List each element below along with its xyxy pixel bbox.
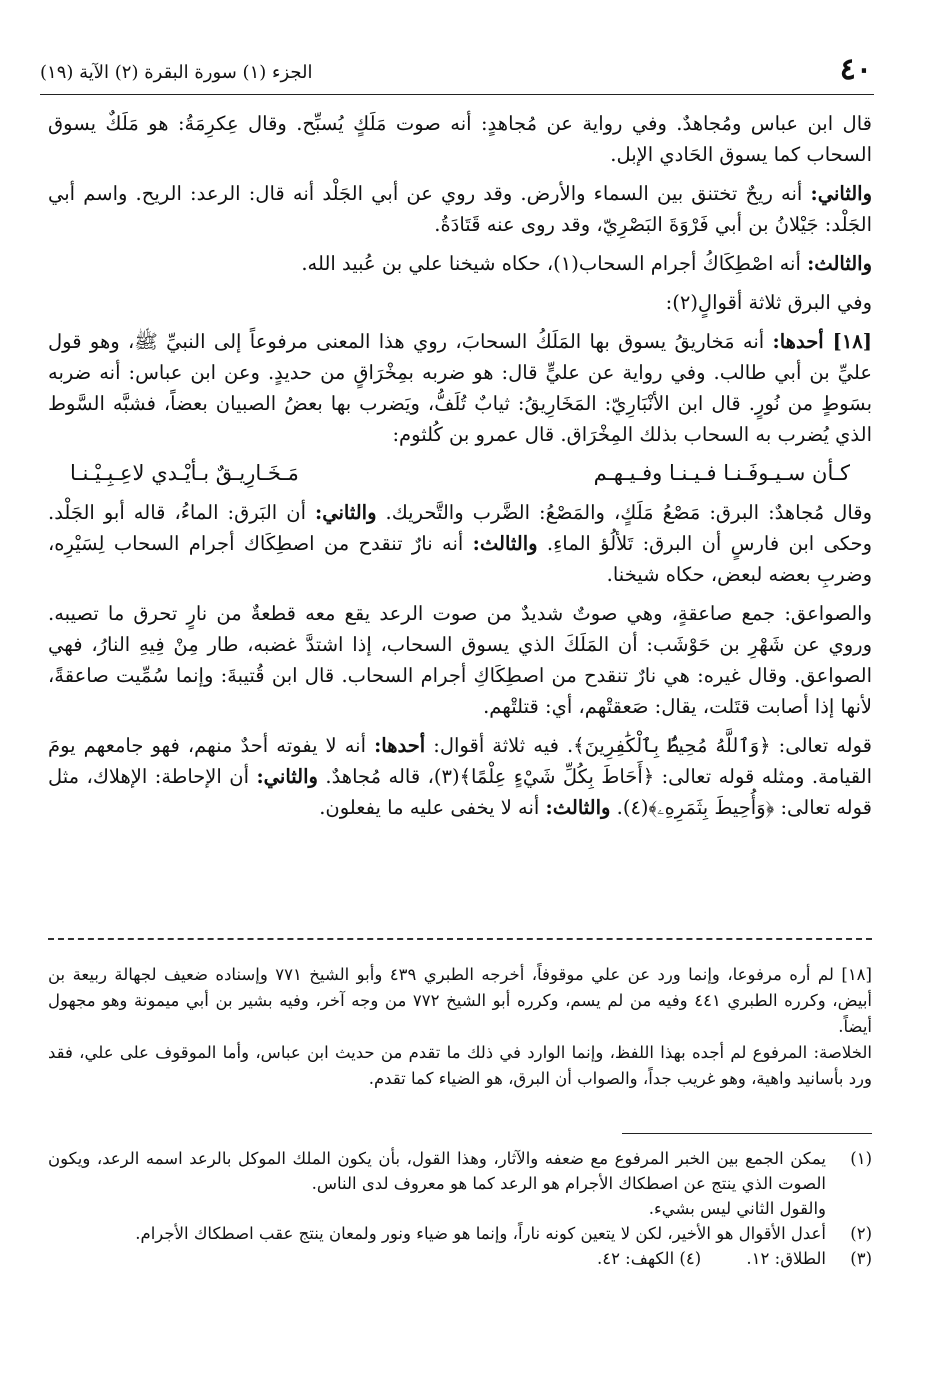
paragraph: وفي البرق ثلاثة أقوالٍ(٢): bbox=[665, 291, 872, 314]
verse-first-hemistich: كـأن سـيـوفَـنـا فـيـنـا وفـيـهـم bbox=[593, 461, 850, 485]
paragraph bbox=[48, 326, 872, 450]
footnote-number bbox=[826, 1196, 872, 1221]
hadith-takhrij bbox=[48, 962, 872, 1092]
takhrij-note: [١٨] لم أره مرفوعا، وإنما ورد عن علي موقوفاً، أخرجه الطبري ٤٣٩ وأبو الشيخ ٧٧١ وإسناده ضعيف لجهالة ربيعة بن أبيض، وكرره الطبري ٤٤١ وفيه من لم يسم، وكرره أبو الشيخ ٧٧٢ من وجه آخر، وفيه بشير بن أبي ميمونة وهو مجهول أيضاً. bbox=[48, 965, 872, 1036]
page-number: ٤٠ bbox=[839, 52, 872, 87]
section-divider bbox=[48, 938, 872, 940]
paragraph-text: أنه اصْطِكَاكُ أجرام السحاب(١)، حكاه شيخنا علي بن عُبيد الله. bbox=[301, 252, 801, 275]
paragraph-text: أنه نارٌ تنقدح من اصطِكَاك أجرام السحاب لِسَيْرِه، وضربِ بعضه لبعض، حكاه شيخنا. bbox=[48, 532, 872, 586]
paragraph bbox=[48, 497, 872, 590]
footnote-rule bbox=[622, 1133, 872, 1134]
footnote-text-group bbox=[48, 1246, 826, 1271]
footnote-text: الكهف: ٤٢. bbox=[596, 1249, 675, 1268]
footnotes bbox=[48, 1146, 872, 1271]
paragraph: والصواعق: جمع صاعقةٍ، وهي صوتٌ شديدٌ من صوت الرعد يقع معه قطعةٌ من نارٍ تحرق ما تصيبه. وروي عن شَهْرِ بن حَوْشَب: أن المَلَكَ الذي يسوق السحاب، إذا اشتدَّ غضبه، طار مِنْ فِيهِ النارُ، فهي الصواعق. وقال غيره: هي نارٌ تنقدح من اصطِكَاكِ أجرام السحاب. قال ابن قُتيبةَ: وإنما سُمِّيت صاعقةً، لأنها إذا أصابت قتَلت، يقال: صَعقتْهم، أي: قتلتْهم. bbox=[48, 602, 872, 718]
header-rule bbox=[40, 94, 874, 95]
paragraph-label: والثالث: bbox=[545, 796, 611, 819]
poetry-verse bbox=[48, 458, 872, 489]
footnote bbox=[48, 1146, 872, 1196]
footnote bbox=[48, 1246, 872, 1271]
paragraph-label: والثالث: bbox=[472, 532, 538, 555]
footnote-number: (٢) bbox=[850, 1224, 872, 1243]
takhrij-summary: الخلاصة: المرفوع لم أجده بهذا اللفظ، وإنما الوارد في ذلك ما تقدم من حديث ابن عباس، وأما الموقوف على علي، فقد ورد بأسانيد واهية، وهو غريب جداً، والصواب أن البرق، هو الضياء كما تقدم. bbox=[48, 1043, 872, 1088]
paragraph-label: والثالث: bbox=[807, 252, 872, 275]
paragraph-label: والثاني: bbox=[810, 182, 872, 205]
footnote-number: (٣) bbox=[850, 1249, 872, 1268]
paragraph-text: أن الإحاطة: الإهلاك، مثل قوله تعالى: ﴿وَأُحِيطَ بِثَمَرِهِۦ﴾(٤). bbox=[48, 765, 872, 819]
paragraph-text: أنه مَخاريقُ يسوق بها المَلَكُ السحابَ، روي هذا المعنى مرفوعاً إلى النبيِّ ﷺ، وهو قول عليِّ بن أبي طالب. وفي رواية عن عليٍّ قال: هو ضربه بمِخْرَاقٍ من حديدٍ. وعن ابن عباس: أنه ضربه بسَوطٍ من نُورٍ. قال ابن الأنْبَارِيّ: المَخَارِيقُ: ثيابٌ تُلَفُّ، ويَضرب بها بعضُ الصبيان بعضاً، فشبَّه السَّوط الذي يُضرب به السحاب بذلك المِخْرَاق. قال عمرو بن كُلثوم: bbox=[48, 330, 872, 446]
paragraph-label: أحدها: bbox=[374, 734, 426, 757]
paragraph bbox=[48, 730, 872, 823]
paragraph-text: أنه ريحٌ تختنق بين السماء والأرض. وقد روي عن أبي الجَلْد أنه قال: الرعد: الريح. واسم أبي الجَلْد: جَيْلانُ بن أبي فَرْوَةَ البَصْرِيّ، وقد روى عنه قَتَادَةُ. bbox=[48, 182, 872, 236]
paragraph-text: أن البَرق: الماءُ، قاله أبو الجَلْد. وحكى ابن فارسٍ أن البرق: تَلألُؤ الماءِ. bbox=[48, 501, 873, 555]
paragraph bbox=[48, 248, 872, 279]
paragraph-text: أنه لا يخفى عليه ما يفعلون. bbox=[319, 796, 540, 819]
verse-second-hemistich: مَـخَـارِيـقٌ بـأيْـدي لاعِـبِـيْـنـا bbox=[70, 461, 299, 485]
paragraph-text: قوله تعالى: ﴿وَٱللَّهُ مُحِيطٌۢ بِٱلْكَٰفِرِينَ﴾. فيه ثلاثة أقوال: bbox=[433, 734, 872, 757]
footnote-number: (١) bbox=[850, 1149, 872, 1168]
paragraph-label: والثاني: bbox=[315, 501, 377, 524]
footnote-text: يمكن الجمع بين الخبر المرفوع مع ضعفه والآثار، وهذا القول، بأن يكون الملك الموكل بالرعد اسمه الرعد، ويكون الصوت الذي ينتج عن اصطكاك الأجرام هو الرعد كما هو معروف لدى الناس. bbox=[48, 1149, 826, 1193]
paragraph bbox=[48, 178, 872, 240]
footnote-text: الطلاق: ١٢. bbox=[746, 1249, 826, 1268]
running-title: الجزء (١) سورة البقرة (٢) الآية (١٩) bbox=[40, 62, 313, 83]
page-header bbox=[40, 52, 872, 92]
paragraph-text: أنه لا يفوته أحدٌ منهم، فهو جامعهم يومَ القيامة. ومثله قوله تعالى: ﴿أَحَاطَ بِكُلِّ شَيْءٍ عِلْمًا﴾(٣)، قاله مُجاهدٌ. bbox=[48, 734, 873, 788]
footnote-text: أعدل الأقوال هو الأخير، لكن لا يتعين كونه ناراً، وإنما هو ضياء ونور ولمعان ينتج عقب اصطكاك الأجرام. bbox=[135, 1224, 826, 1243]
paragraph: قال ابن عباس ومُجاهدٌ. وفي رواية عن مُجاهدٍ: أنه صوت مَلَكٍ يُسبِّح. وقال عِكرِمَةُ: هو مَلَكٌ يسوق السحاب كما يسوق الحَادي الإبل. bbox=[48, 112, 872, 166]
main-text bbox=[48, 108, 872, 831]
footnote bbox=[48, 1196, 872, 1221]
paragraph-label: [١٨] أحدها: bbox=[772, 330, 872, 353]
footnote bbox=[48, 1221, 872, 1246]
footnote-number: (٤) bbox=[679, 1249, 702, 1268]
footnote-text: والقول الثاني ليس بشيء. bbox=[648, 1199, 826, 1218]
paragraph-text: وقال مُجاهدٌ: البرق: مَصْعُ مَلَكٍ، والمَصْعُ: الضَّرب والتَّحريك. bbox=[385, 501, 873, 524]
paragraph-label: والثاني: bbox=[256, 765, 318, 788]
